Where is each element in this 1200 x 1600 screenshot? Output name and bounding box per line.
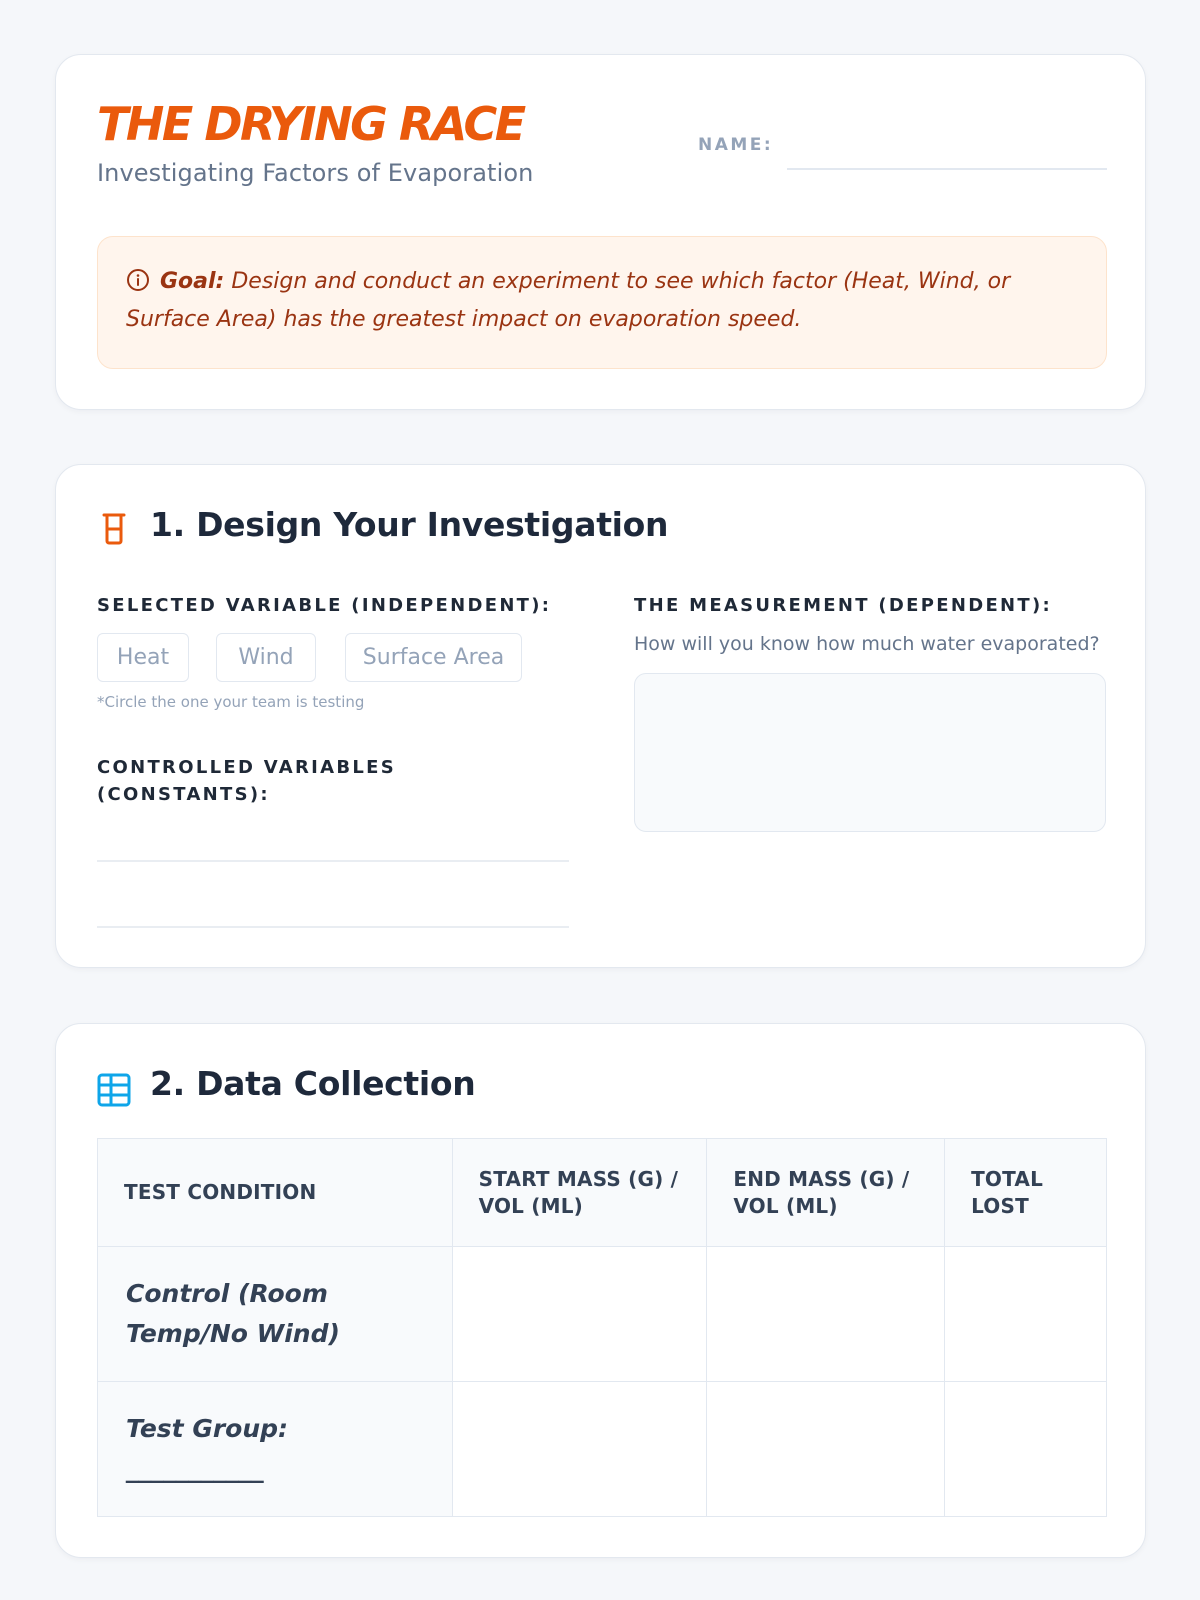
- dependent-variable-label: THE MEASUREMENT (DEPENDENT):: [634, 595, 1053, 616]
- end-mass-cell[interactable]: [707, 1247, 945, 1382]
- option-surface-area[interactable]: Surface Area: [345, 633, 522, 682]
- start-mass-cell[interactable]: [452, 1247, 707, 1382]
- controls-write-line[interactable]: [97, 860, 569, 862]
- table-row: [98, 1247, 1107, 1382]
- name-field[interactable]: [787, 168, 1107, 170]
- name-label: NAME:: [698, 135, 774, 155]
- circle-hint: *Circle the one your team is testing: [97, 693, 365, 711]
- dependent-answer-box[interactable]: [634, 673, 1106, 832]
- beaker-icon: [96, 511, 132, 547]
- column-header: TOTAL LOST: [945, 1139, 1107, 1247]
- data-section-card: [55, 1023, 1146, 1558]
- controlled-variables-label: CONTROLLED VARIABLES (CONSTANTS):: [97, 757, 397, 805]
- condition-cell: [98, 1247, 453, 1382]
- table-row: [98, 1382, 1107, 1517]
- design-section-card: [55, 464, 1146, 968]
- info-icon: [126, 268, 150, 292]
- table-header-row: [98, 1139, 1107, 1247]
- column-header: END MASS (G) / VOL (ML): [707, 1139, 945, 1247]
- total-lost-cell[interactable]: [945, 1247, 1107, 1382]
- data-table: [97, 1138, 1107, 1517]
- goal-label: Goal:: [160, 269, 225, 294]
- option-heat[interactable]: Heat: [97, 633, 189, 682]
- goal-callout: [97, 236, 1107, 369]
- worksheet-title: THE DRYING RACE: [97, 97, 524, 151]
- column-header: START MASS (G) / VOL (ML): [452, 1139, 707, 1247]
- goal-text: Design and conduct an experiment to see which factor (Heat, Wind, or Surface Area) has the greatest impact on evaporation speed.: [126, 269, 1011, 332]
- end-mass-cell[interactable]: [707, 1382, 945, 1517]
- total-lost-cell[interactable]: [945, 1382, 1107, 1517]
- test-group-blank[interactable]: ___________: [126, 1454, 264, 1483]
- worksheet-subtitle: Investigating Factors of Evaporation: [97, 159, 534, 187]
- condition-label: Control (Room Temp/No Wind): [126, 1279, 340, 1348]
- table-icon: [96, 1072, 132, 1108]
- design-section-title: 1. Design Your Investigation: [150, 505, 669, 544]
- independent-variable-label: SELECTED VARIABLE (INDEPENDENT):: [97, 595, 552, 616]
- dependent-question: How will you know how much water evaporated?: [634, 633, 1100, 655]
- header-card: [55, 54, 1146, 410]
- column-header: TEST CONDITION: [98, 1139, 453, 1247]
- data-section-title: 2. Data Collection: [150, 1064, 476, 1103]
- condition-label: Test Group:: [126, 1414, 289, 1443]
- start-mass-cell[interactable]: [452, 1382, 707, 1517]
- controls-write-line[interactable]: [97, 926, 569, 928]
- option-wind[interactable]: Wind: [216, 633, 316, 682]
- condition-cell: [98, 1382, 453, 1517]
